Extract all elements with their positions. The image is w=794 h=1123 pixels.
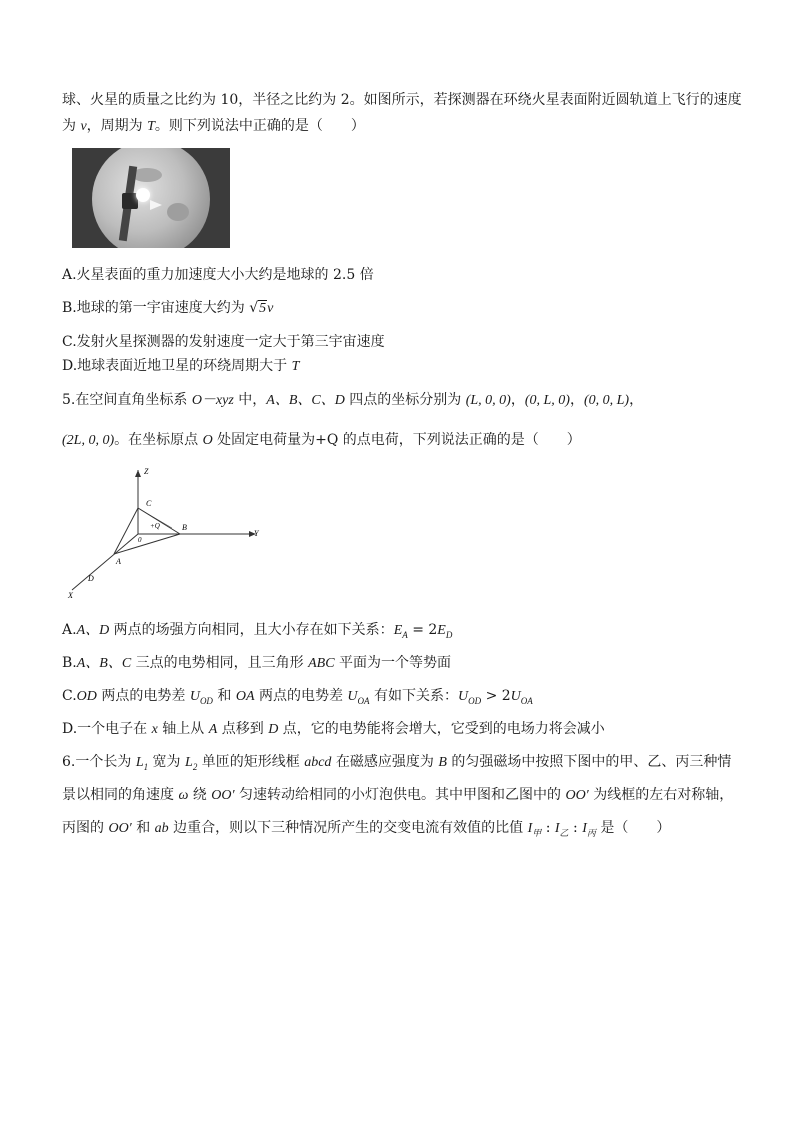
label-charge: +Q (150, 522, 160, 530)
q5-option-c: C.OD 两点的电势差 $U_{OD}$ 和 OA 两点的电势差 $U_{OA}$ 有如下关系：$U_{OD} > 2U_{OA}$ (62, 688, 533, 706)
edge-ba (114, 534, 180, 554)
q6-stem-line2: 景以相同的角速度 ω 绕 OO′ 匀速转动给相同的小灯泡供电。其中甲图和乙图中的 OO′ 为线框的左右对称轴， (62, 787, 734, 803)
label-origin: 0 (138, 536, 142, 544)
q4-option-a: A.火星表面的重力加速度大小大约是地球的 2.5 倍 (62, 267, 374, 283)
q4-stem-line1: 球、火星的质量之比约为 10，半径之比约为 2。如图所示，若探测器在环绕火星表面附近圆轨道上飞行的速度 (62, 92, 742, 108)
label-a: A (116, 557, 121, 566)
q5-stem-line2: (2L, 0, 0)。在坐标原点 O 处固定电荷量为+Q 的点电荷，下列说法正确的是（ ） (62, 432, 581, 448)
label-z: Z (144, 467, 149, 476)
label-y: Y (254, 529, 259, 538)
q6-stem-line1: 6.一个长为 $L_1$ 宽为 $L_2$ 单匝的矩形线框 abcd 在磁感应强度为 B 的匀强磁场中按照下图中的甲、乙、丙三种情 (62, 754, 732, 772)
q5-option-a: A.A、D 两点的场强方向相同，且大小存在如下关系：$E_A = 2E_D$ (62, 622, 453, 640)
label-x: X (68, 591, 73, 600)
q6-stem-line3: 丙图的 OO′ 和 ab 边重合，则以下三种情况所产生的交变电流有效值的比值 $I_甲$ : $I_乙$ : $I_丙$ 是（ ） (62, 820, 671, 838)
label-b: B (182, 523, 187, 532)
q5-stem-line1: 5.在空间直角坐标系 O－xyz 中，A、B、C、D 四点的坐标分别为 (L, 0, 0)，(0, L, 0)，(0, 0, L)， (62, 392, 644, 408)
label-c: C (146, 499, 152, 508)
coordinate-diagram (62, 462, 272, 602)
q4-option-c: C.发射火星探测器的发射速度一定大于第三宇宙速度 (62, 334, 385, 350)
z-arrowhead (135, 470, 141, 477)
q4-option-d: D.地球表面近地卫星的环绕周期大于 T (62, 358, 300, 374)
q5-option-d: D.一个电子在 x 轴上从 A 点移到 D 点，它的电势能将会增大，它受到的电场力将会减小 (62, 721, 605, 737)
label-d: D (88, 574, 94, 583)
q5-option-b: B.A、B、C 三点的电势相同，且三角形 ABC 平面为一个等势面 (62, 655, 452, 671)
mars-probe-photo (72, 148, 230, 248)
q4-option-b: B.地球的第一宇宙速度大约为 √5v (62, 300, 274, 316)
edge-ac (114, 508, 138, 554)
x-axis (72, 534, 138, 590)
q4-stem-line2: 为 v，周期为 T。则下列说法中正确的是（ ） (62, 118, 365, 134)
